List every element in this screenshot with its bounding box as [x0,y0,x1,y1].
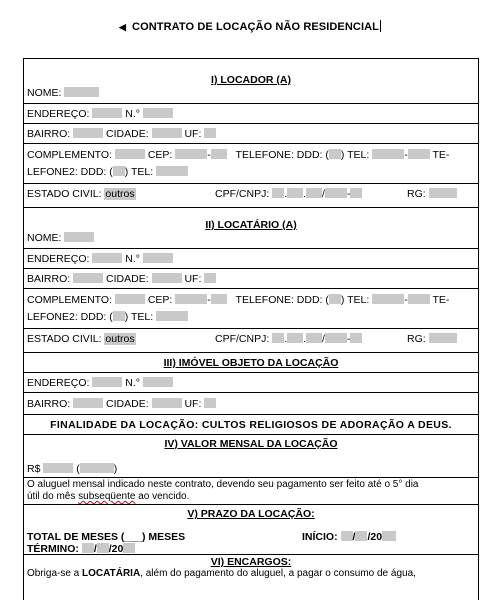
document-title [0,20,500,33]
locador-nome-row: NOME: [27,87,99,99]
encargos-row [24,554,478,601]
locatario-rg-field[interactable] [429,333,457,343]
locador-cpf-field-3[interactable] [306,188,322,198]
encargos-texto: Obriga-se a LOCATÁRIA, além do pagamento do aluguel, a pagar o consumo de água, [27,568,416,579]
imovel-cidade-field[interactable] [152,398,182,408]
locador-cidade-field[interactable] [152,128,182,138]
triangle-marker-icon: ◀ [119,22,127,32]
locatario-ddd2-field[interactable] [113,311,125,321]
locador-tel2-field[interactable] [408,149,430,159]
locatario-cep2-field[interactable] [211,294,227,304]
locador-endereco-field[interactable] [92,108,122,118]
locatario-header-row: II) LOCATÁRIO (A) NOME: [24,207,478,245]
locatario-complemento-field[interactable] [115,294,145,304]
imovel-heading: III) IMÓVEL OBJETO DA LOCAÇÃO [163,357,339,369]
locador-cep-field[interactable] [175,149,207,159]
locador-tel-field[interactable] [372,149,404,159]
locatario-cpf-field-3[interactable] [306,333,322,343]
locatario-cidade-field[interactable] [152,273,182,283]
inicio-dia-field[interactable] [341,531,353,541]
encargos-heading: VI) ENCARGOS: [210,556,292,568]
text-cursor [380,20,381,32]
locador-complemento-field[interactable] [115,149,145,159]
locatario-numero-field[interactable] [143,253,173,263]
title-text: CONTRATO DE LOCAÇÃO NÃO RESIDENCIAL [132,21,379,33]
valor-heading: IV) VALOR MENSAL DA LOCAÇÃO [164,438,338,450]
imovel-uf-field[interactable] [204,398,216,408]
locador-estado-civil-field[interactable]: outros [105,188,135,200]
valor-texto-linha2: útil do mês subseqüente ao vencido. [27,491,190,502]
locador-nome-field[interactable] [64,87,99,97]
prazo-inicio: INÍCIO: / /20 [302,531,396,543]
inicio-ano-field[interactable] [382,531,396,541]
locatario-uf-field[interactable] [204,273,216,283]
locador-cpf-field-4[interactable] [325,188,347,198]
imovel-endereco-row: ENDEREÇO: N.° [24,372,478,392]
termino-ano-field[interactable] [123,543,135,553]
finalidade-row [24,414,478,434]
imovel-bairro-row: BAIRRO: CIDADE: UF: [24,392,478,414]
valor-extenso-field[interactable] [80,463,114,473]
locador-estado-civil-row: ESTADO CIVIL: outros CPF/CNPJ: . . / - RG: [24,183,478,203]
locatario-cpf-field-1[interactable] [272,333,284,343]
locador-bairro-field[interactable] [73,128,103,138]
termino-dia-field[interactable] [82,543,94,553]
contract-form [23,58,479,600]
locador-cpf-field-5[interactable] [350,188,362,198]
locador-heading: I) LOCADOR (A) [211,74,291,86]
locatario-tel2-field[interactable] [408,294,430,304]
termino-mes-field[interactable] [97,543,109,553]
locatario-ddd-field[interactable] [329,294,341,304]
locatario-cpf-field-5[interactable] [350,333,362,343]
locador-ddd2-field[interactable] [113,166,125,176]
finalidade-text: FINALIDADE DA LOCAÇÃO: CULTOS RELIGIOSOS DE ADORAÇÃO A DEUS. [50,419,452,431]
locador-cpf-field-2[interactable] [287,188,303,198]
locador-telefone2-field[interactable] [156,166,188,176]
locatario-cep-field[interactable] [175,294,207,304]
locatario-endereco-field[interactable] [92,253,122,263]
valor-numero-field[interactable] [43,463,73,473]
locador-bairro-row: BAIRRO: CIDADE: UF: [24,123,478,143]
locador-numero-field[interactable] [143,108,173,118]
locador-rg-field[interactable] [429,188,457,198]
locatario-heading: II) LOCATÁRIO (A) [205,219,297,231]
locador-cep2-field[interactable] [211,149,227,159]
locatario-tel-field[interactable] [372,294,404,304]
locatario-estado-civil-field[interactable]: outros [105,333,135,345]
locatario-bairro-row: BAIRRO: CIDADE: UF: [24,268,478,288]
prazo-total: TOTAL DE MESES (___) MESES [27,531,186,543]
locatario-telefone2-field[interactable] [156,311,188,321]
locatario-endereco-row: ENDEREÇO: N.° [24,248,478,268]
locador-complemento-row: COMPLEMENTO: CEP: - TELEFONE: DDD: ( ) TEL: - TE- LEFONE2: DDD: ( ) TEL: [24,143,478,183]
prazo-termino: TÉRMINO: / /20 [27,543,135,555]
valor-texto-linha1: O aluguel mensal indicado neste contrato, devendo seu pagamento ser feito até o 5° dia [27,479,419,490]
imovel-bairro-field[interactable] [73,398,103,408]
imovel-numero-field[interactable] [143,377,173,387]
locador-cpf-field-1[interactable] [272,188,284,198]
locador-ddd-field[interactable] [329,149,341,159]
locador-endereco-row: ENDEREÇO: N.° [24,103,478,123]
valor-texto-row [24,477,478,504]
imovel-endereco-field[interactable] [92,377,122,387]
locatario-nome-field[interactable] [64,232,94,242]
locatario-cpf-field-4[interactable] [325,333,347,343]
inicio-mes-field[interactable] [355,531,367,541]
locador-uf-field[interactable] [204,128,216,138]
valor-row: IV) VALOR MENSAL DA LOCAÇÃO R$ ( ) [24,434,478,477]
locatario-estado-civil-row: ESTADO CIVIL: outros CPF/CNPJ: . . / - RG: [24,328,478,348]
locatario-cpf-field-2[interactable] [287,333,303,343]
prazo-heading: V) PRAZO DA LOCAÇÃO: [187,508,315,520]
imovel-header-row [24,352,478,372]
prazo-row [24,504,478,554]
locatario-bairro-field[interactable] [73,273,103,283]
locatario-complemento-row: COMPLEMENTO: CEP: - TELEFONE: DDD: ( ) TEL: - TE- LEFONE2: DDD: ( ) TEL: [24,288,478,328]
